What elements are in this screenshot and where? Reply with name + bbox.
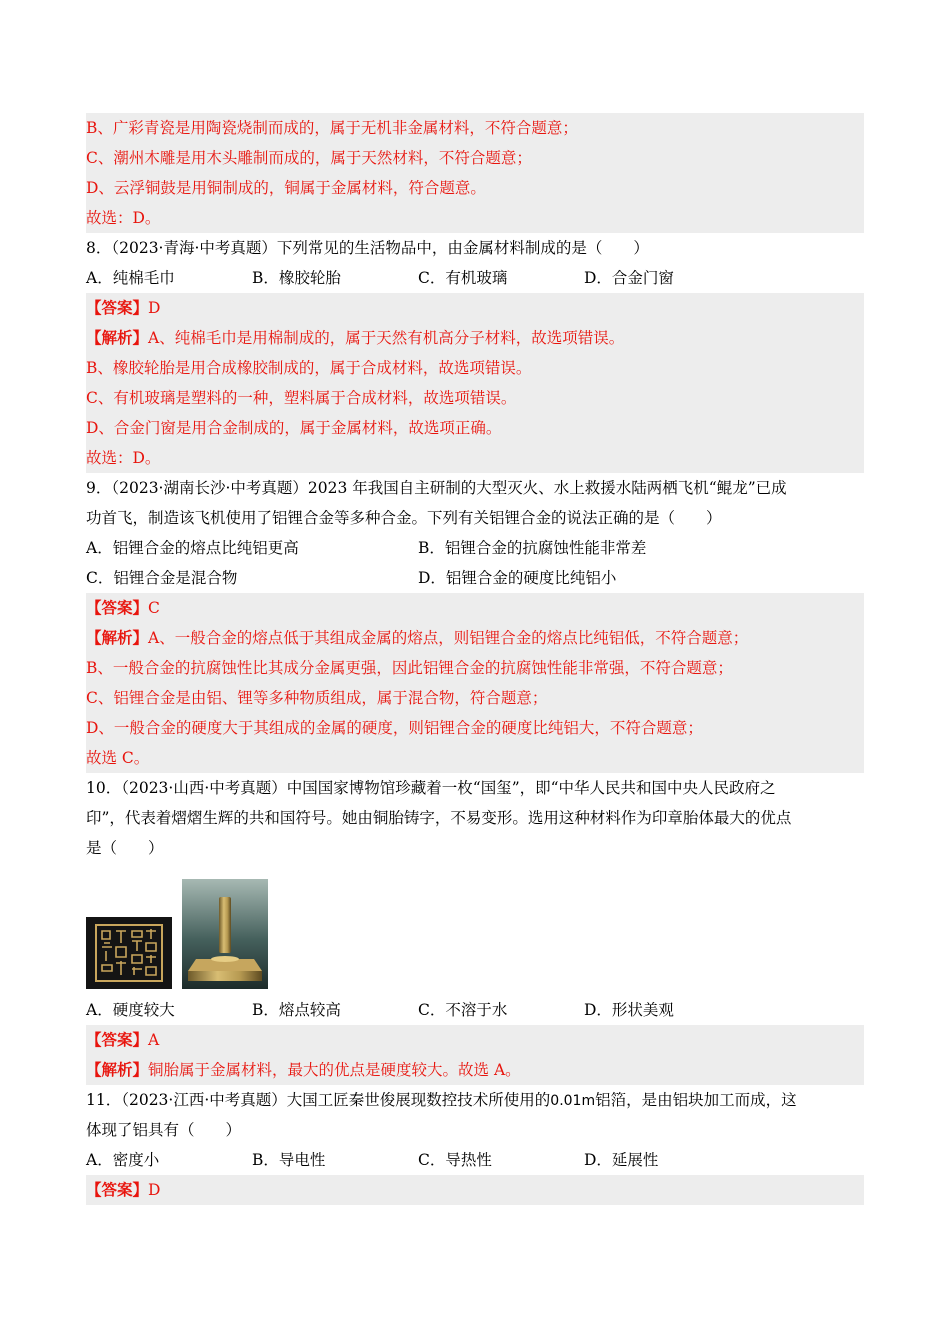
q9-option-d: D．铝锂合金的硬度比纯铝小 (418, 569, 617, 587)
q7-analysis-c: C、潮州木雕是用木头雕制而成的，属于天然材料，不符合题意； (86, 143, 864, 173)
q10-stem-line1: 10．（2023·山西·中考真题）中国国家博物馆珍藏着一枚“国玺”，即“中华人民共和国中央人民政府之 (86, 779, 776, 797)
answer-tag: 【答案】 (86, 1030, 149, 1049)
q8-conclusion: 故选：D。 (86, 443, 864, 473)
q10-images (86, 869, 864, 989)
q9-stem-line1: 9．（2023·湖南长沙·中考真题）2023 年我国自主研制的大型灭火、水上救援水陆两栖飞机“鲲龙”已成 (86, 479, 787, 497)
q9-answer-value: C (148, 599, 160, 617)
q10-analysis-line (86, 1055, 864, 1085)
q8-answer-value: D (148, 299, 161, 317)
q9-analysis-d: D、一般合金的硬度大于其组成的金属的硬度，则铝锂合金的硬度比纯铝大，不符合题意； (86, 713, 864, 743)
q8-option-a: A．纯棉毛巾 (86, 269, 175, 287)
q8-stem: 8．（2023·青海·中考真题）下列常见的生活物品中，由金属材料制成的是（ ） (86, 239, 649, 257)
q7-analysis-d: D、云浮铜鼓是用铜制成的，铜属于金属材料，符合题意。 (86, 173, 864, 203)
q9-option-c: C．铝锂合金是混合物 (86, 569, 238, 587)
q10-answer (86, 1025, 864, 1055)
q11-stem-line1 (86, 1085, 864, 1115)
q10-options (86, 995, 864, 1025)
q9-analysis-a-line (86, 623, 864, 653)
bronze-seal-photo (182, 879, 268, 989)
q8-analysis-c: C、有机玻璃是塑料的一种，塑料属于合成材料，故选项错误。 (86, 383, 864, 413)
q10-analysis: 铜胎属于金属材料，最大的优点是硬度较大。故选 A。 (148, 1061, 521, 1079)
q11-stem-part2: 铝箔，是由铝块加工而成，这 (595, 1091, 797, 1109)
q11-option-c: C．导热性 (418, 1151, 492, 1169)
answer-tag: 【答案】 (86, 598, 149, 617)
q8-analysis-b: B、橡胶轮胎是用合成橡胶制成的，属于合成材料，故选项错误。 (86, 353, 864, 383)
q9-analysis-c: C、铝锂合金是由铝、锂等多种物质组成，属于混合物，符合题意； (86, 683, 864, 713)
q8-options (86, 263, 864, 293)
q10-option-d: D．形状美观 (584, 1001, 674, 1019)
q11-stem-part1: 11．（2023·江西·中考真题）大国工匠秦世俊展现数控技术所使用的 (86, 1091, 551, 1109)
q10-stem-line2: 印”，代表着熠熠生辉的共和国符号。她由铜胎铸字，不易变形。选用这种材料作为印章胎体最大的优点 (86, 809, 792, 827)
answer-tag: 【答案】 (86, 1180, 149, 1199)
q10-answer-value: A (148, 1031, 160, 1049)
q10-option-a: A．硬度较大 (86, 1001, 175, 1019)
analysis-tag: 【解析】 (86, 628, 149, 647)
q8-option-b: B．橡胶轮胎 (252, 269, 341, 287)
q11-answer-value: D (148, 1181, 161, 1199)
q8-analysis-d: D、合金门窗是用合金制成的，属于金属材料，故选项正确。 (86, 413, 864, 443)
q9-stem-line2: 功首飞，制造该飞机使用了铝锂合金等多种合金。下列有关铝锂合金的说法正确的是（ ） (86, 509, 722, 527)
q9-answer (86, 593, 864, 623)
q11-answer (86, 1175, 864, 1205)
analysis-tag: 【解析】 (86, 1060, 149, 1079)
answer-tag: 【答案】 (86, 298, 149, 317)
q7-analysis-b: B、广彩青瓷是用陶瓷烧制而成的，属于无机非金属材料，不符合题意； (86, 113, 864, 143)
q7-conclusion: 故选：D。 (86, 203, 864, 233)
q11-options (86, 1145, 864, 1175)
q9-analysis-b: B、一般合金的抗腐蚀性比其成分金属更强，因此铝锂合金的抗腐蚀性能非常强，不符合题意； (86, 653, 864, 683)
q10-option-c: C．不溶于水 (418, 1001, 508, 1019)
q11-stem-value: 0.01m (550, 1093, 596, 1109)
q9-option-a: A．铝锂合金的熔点比纯铝更高 (86, 539, 299, 557)
q8-analysis-a-line (86, 323, 864, 353)
q9-options-row2 (86, 563, 864, 593)
q9-options-row1 (86, 533, 864, 563)
q8-option-c: C．有机玻璃 (418, 269, 508, 287)
q10-option-b: B．熔点较高 (252, 1001, 341, 1019)
q11-option-b: B．导电性 (252, 1151, 326, 1169)
bronze-seal-graphic (182, 879, 268, 989)
document-content (86, 113, 864, 1205)
analysis-tag: 【解析】 (86, 328, 149, 347)
q8-answer (86, 293, 864, 323)
q8-analysis-a: A、纯棉毛巾是用棉制成的，属于天然有机高分子材料，故选项错误。 (148, 329, 625, 347)
seal-imprint-image (86, 917, 172, 989)
seal-imprint-graphic (86, 917, 172, 989)
q9-option-b: B．铝锂合金的抗腐蚀性能非常差 (418, 539, 647, 557)
q11-stem-line2: 体现了铝具有（ ） (86, 1121, 242, 1139)
q11-option-d: D．延展性 (584, 1151, 659, 1169)
q10-stem-line3: 是（ ） (86, 839, 164, 857)
q11-option-a: A．密度小 (86, 1151, 160, 1169)
q9-conclusion: 故选 C。 (86, 743, 864, 773)
q9-analysis-a: A、一般合金的熔点低于其组成金属的熔点，则铝锂合金的熔点比纯铝低，不符合题意； (148, 629, 749, 647)
q8-option-d: D．合金门窗 (584, 269, 674, 287)
